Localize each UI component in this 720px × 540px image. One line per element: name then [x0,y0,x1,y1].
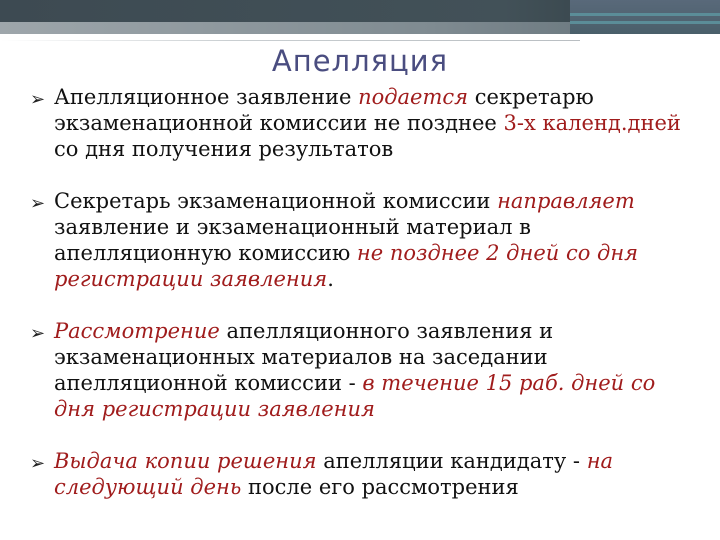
title-rule [0,40,580,41]
arrow-bullet-icon: ➢ [30,193,46,214]
slide-title: Апелляция [271,44,449,78]
highlighted-text: 3-х календ.дней [503,111,681,135]
text-run: . [327,267,334,291]
text-run: апелляционного заявления и экзаменационных материалов на заседании апелляционной комиссии - [54,319,554,395]
text-run: после его рассмотрения [241,475,519,499]
text-run: со дня получения результатов [54,137,394,161]
header-stripe [570,21,720,24]
bullet-text [42,448,700,500]
header-stripe [570,13,720,16]
highlighted-text: не позднее 2 дней со дня регистрации заявления [54,241,639,291]
highlighted-text: на следующий день [54,449,614,499]
bullet-text [42,84,700,162]
text-run: Апелляционное заявление [54,85,359,109]
text-run: заявление и экзаменационный материал в апелляционную комиссию [54,215,531,265]
highlighted-text: подается [358,85,469,109]
arrow-bullet-icon: ➢ [30,323,46,344]
bullet-text [42,188,700,292]
highlighted-text: Рассмотрение [54,319,220,343]
bullet-list [30,84,700,526]
bullet-item [30,318,700,422]
bullet-text [42,318,700,422]
arrow-bullet-icon: ➢ [30,89,46,110]
text-run: Секретарь экзаменационной комиссии [54,189,498,213]
text-run: секретарю экзаменационной комиссии не позднее [54,85,594,135]
bullet-item [30,188,700,292]
highlighted-text: направляет [497,189,635,213]
bullet-item [30,448,700,500]
bullet-item [30,84,700,162]
arrow-bullet-icon: ➢ [30,453,46,474]
highlighted-text: Выдача копии решения [54,449,317,473]
header-corner-block [570,0,720,34]
text-run: апелляции кандидату - [316,449,587,473]
highlighted-text: в течение 15 раб. дней со дня регистрации заявления [54,371,656,421]
